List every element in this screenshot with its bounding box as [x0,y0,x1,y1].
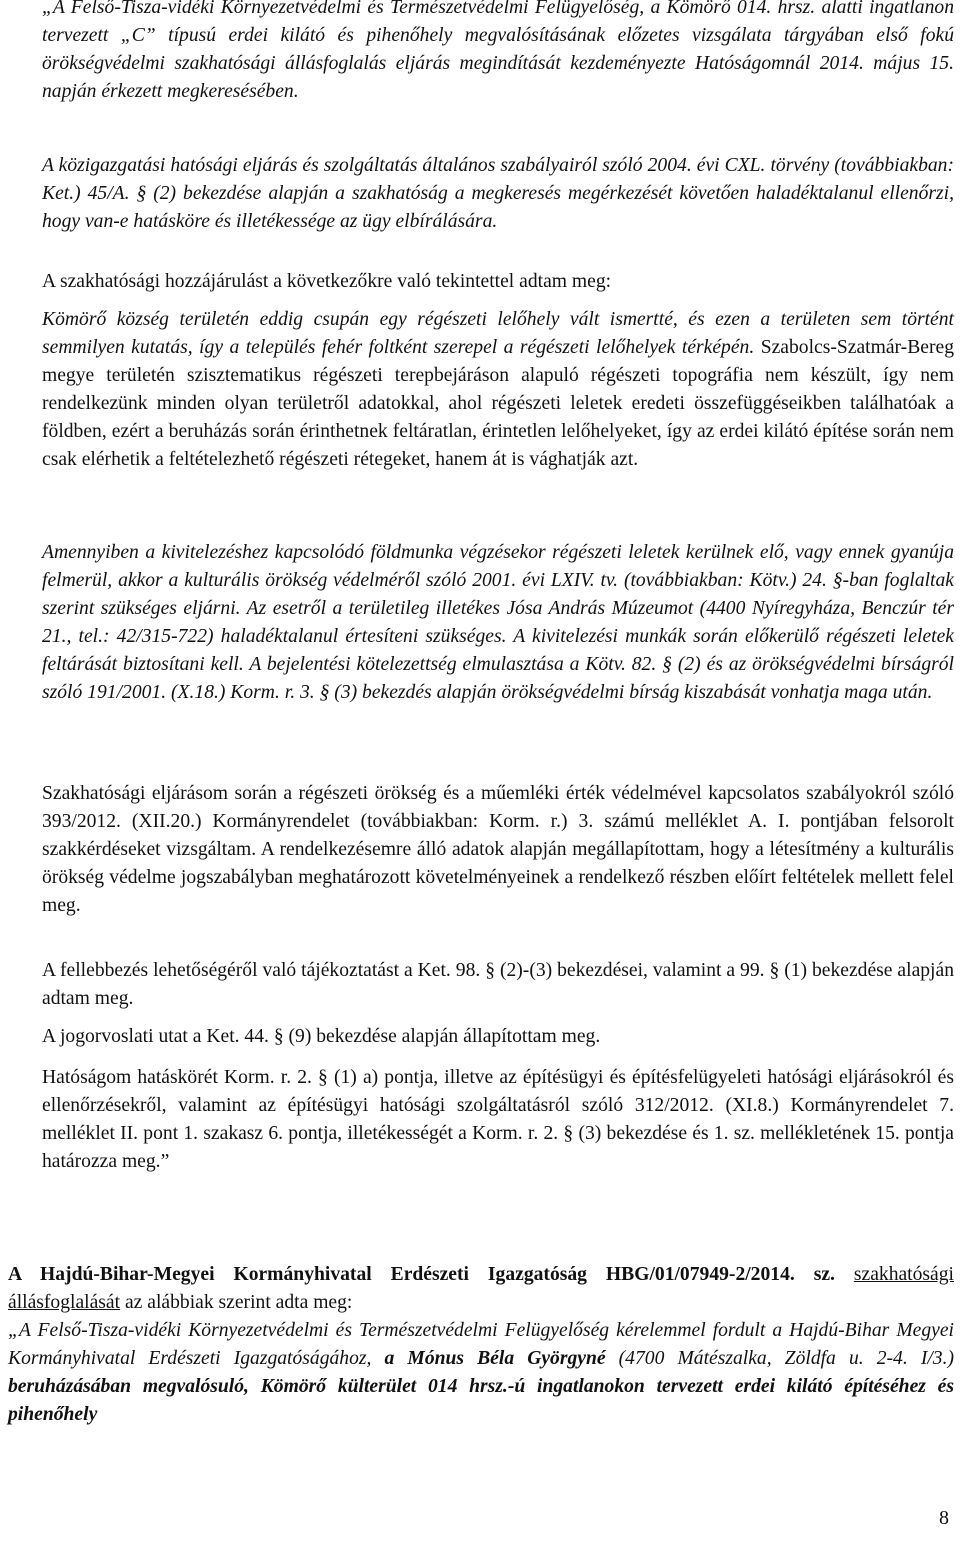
text-kömörő-site: Kömörő község területén eddig csupán egy régészeti lelőhely vált ismertté, és ezen a területen sem történt semmilyen kutatás, így a település fehér foltként szerepel a régészeti lelőhelyek térképén. [42,309,954,358]
paragraph-finds-procedure: Amennyiben a kivitelezéshez kapcsolódó földmunka végzésekor régészeti leletek kerülnek elő, vagy ennek gyanúja felmerül, akkor a kulturális örökség védelméről szóló 2001. évi LXIV. tv. (továbbiakban: Kötv.) 24. §-ban foglaltak szerint szükséges eljárni. Az esetről a területileg illetékes Jósa András Múzeumot (4400 Nyíregyháza, Benczúr tér 21., tel.: 42/315-722) haladéktalanul értesíteni szükséges. A kivitelezési munkák során előkerülő régészeti leletek feltárását biztosítani kell. A bejelentési kötelezettség elmulasztása a Kötv. 82. § (2) és az örökségvédelmi bírságról szóló 191/2001. (X.18.) Korm. r. 3. § (3) bekezdés alapján örökségvédelmi bírság kiszabását vonhatja maga után. [42,542,954,703]
paragraph-forestry-quote [8,1317,954,1429]
paragraph-examination: Szakhatósági eljárásom során a régészeti örökség és a műemléki érték védelmével kapcsolatos szabályokról szóló 393/2012. (XII.20.) Kormányrendelet (továbbiakban: Korm. r.) 3. számú melléklet A. I. pontjában felsorolt szakkérdéseket vizsgáltam. A rendelkezésemre álló adatok alapján megállapítottam, hogy a létesítmény a kulturális örökség védelme jogszabályban meghatározott követelményeinek a rendelkező részben előírt feltételek mellett felel meg. [42,783,954,916]
paragraph-authority-competence: Hatóságom hatáskörét Korm. r. 2. § (1) a) pontja, illetve az építésügyi és építésfelügyeleti hatósági eljárásokról és ellenőrzésekről, valamint az építésügyi hatósági szolgáltatásról szóló 312/2012. (XI.8.) Kormányrendelet 7. melléklet II. pont 1. szakasz 6. pontja, illetékességét a Korm. r. 2. § (3) bekezdése és 1. sz. mellékletének 15. pontja határozza meg.” [42,1067,954,1172]
heading-forestry-authority: A Hajdú-Bihar-Megyei Kormányhivatal Erdészeti Igazgatóság HBG/01/07949-2/2014. sz. [8,1264,835,1285]
quote-investment: beruházásában megvalósuló, Kömörő külterület 014 hrsz.-ú ingatlanokon tervezett erdei kilátó építéséhez és pihenőhely [8,1376,954,1425]
paragraph-request-intro: „A Felső-Tisza-vidéki Környezetvédelmi és Természetvédelmi Felügyelőség, a Kömörő 014. hrsz. alatti ingatlanon tervezett „C” típusú erdei kilátó és pihenőhely megvalósításának előzetes vizsgálata tárgyában első fokú örökségvédelmi szakhatósági állásfoglalás eljárás megindítását kezdeményezte Hatóságomnál 2014. május 15. napján érkezett megkeresésében. [42,0,954,102]
quote-address: (4700 Mátészalka, Zöldfa u. 2-4. I/3.) [605,1348,955,1369]
section-heading-forestry [8,1261,954,1317]
paragraph-consent-reason-lead: A szakhatósági hozzájárulást a következőkre való tekintettel adtam meg: [42,271,612,292]
page-number: 8 [939,1507,949,1529]
paragraph-archaeological-context [42,306,954,474]
heading-underlined: szakhatósági állásfoglalását [8,1264,954,1313]
quote-text-1: „A Felső-Tisza-vidéki Környezetvédelmi és Természetvédelmi Felügyelőség kérelemmel fordult a Hajdú-Bihar Megyei Kormányhivatal Erdészeti Igazgatóságához, [8,1320,954,1369]
paragraph-legal-remedy: A jogorvoslati utat a Ket. 44. § (9) bekezdése alapján állapítottam meg. [42,1026,601,1047]
paragraph-appeal-info: A fellebbezés lehetőségéről való tájékoztatást a Ket. 98. § (2)-(3) bekezdései, valamint a 99. § (1) bekezdése alapján adtam meg. [42,960,954,1009]
paragraph-ket-competence: A közigazgatási hatósági eljárás és szolgáltatás általános szabályairól szóló 2004. évi CXL. törvény (továbbiakban: Ket.) 45/A. § (2) bekezdése alapján a szakhatóság a megkeresés megérkezését követően haladéktalanul ellenőrzi, hogy van-e hatásköre és illetékessége az ügy elbírálására. [42,155,954,232]
heading-rest: az alábbiak szerint adta meg: [120,1292,353,1313]
quote-applicant: a Mónus Béla Györgyné [384,1348,606,1369]
text-topography: Szabolcs-Szatmár-Bereg megye területén szisztematikus régészeti terepbejáráson alapuló régészeti topográfia nem készült, így nem rendelkezünk minden olyan területről adatokkal, ahol régészeti leletek eredeti összefüggéseikben találhatóak a földben, ezért a beruházás során érinthetnek feltáratlan, érintetlen lelőhelyeket, így az erdei kilátó építése során nem csak elérhetik a feltételezhető régészeti rétegeket, hanem át is vághatják azt. [42,337,954,470]
